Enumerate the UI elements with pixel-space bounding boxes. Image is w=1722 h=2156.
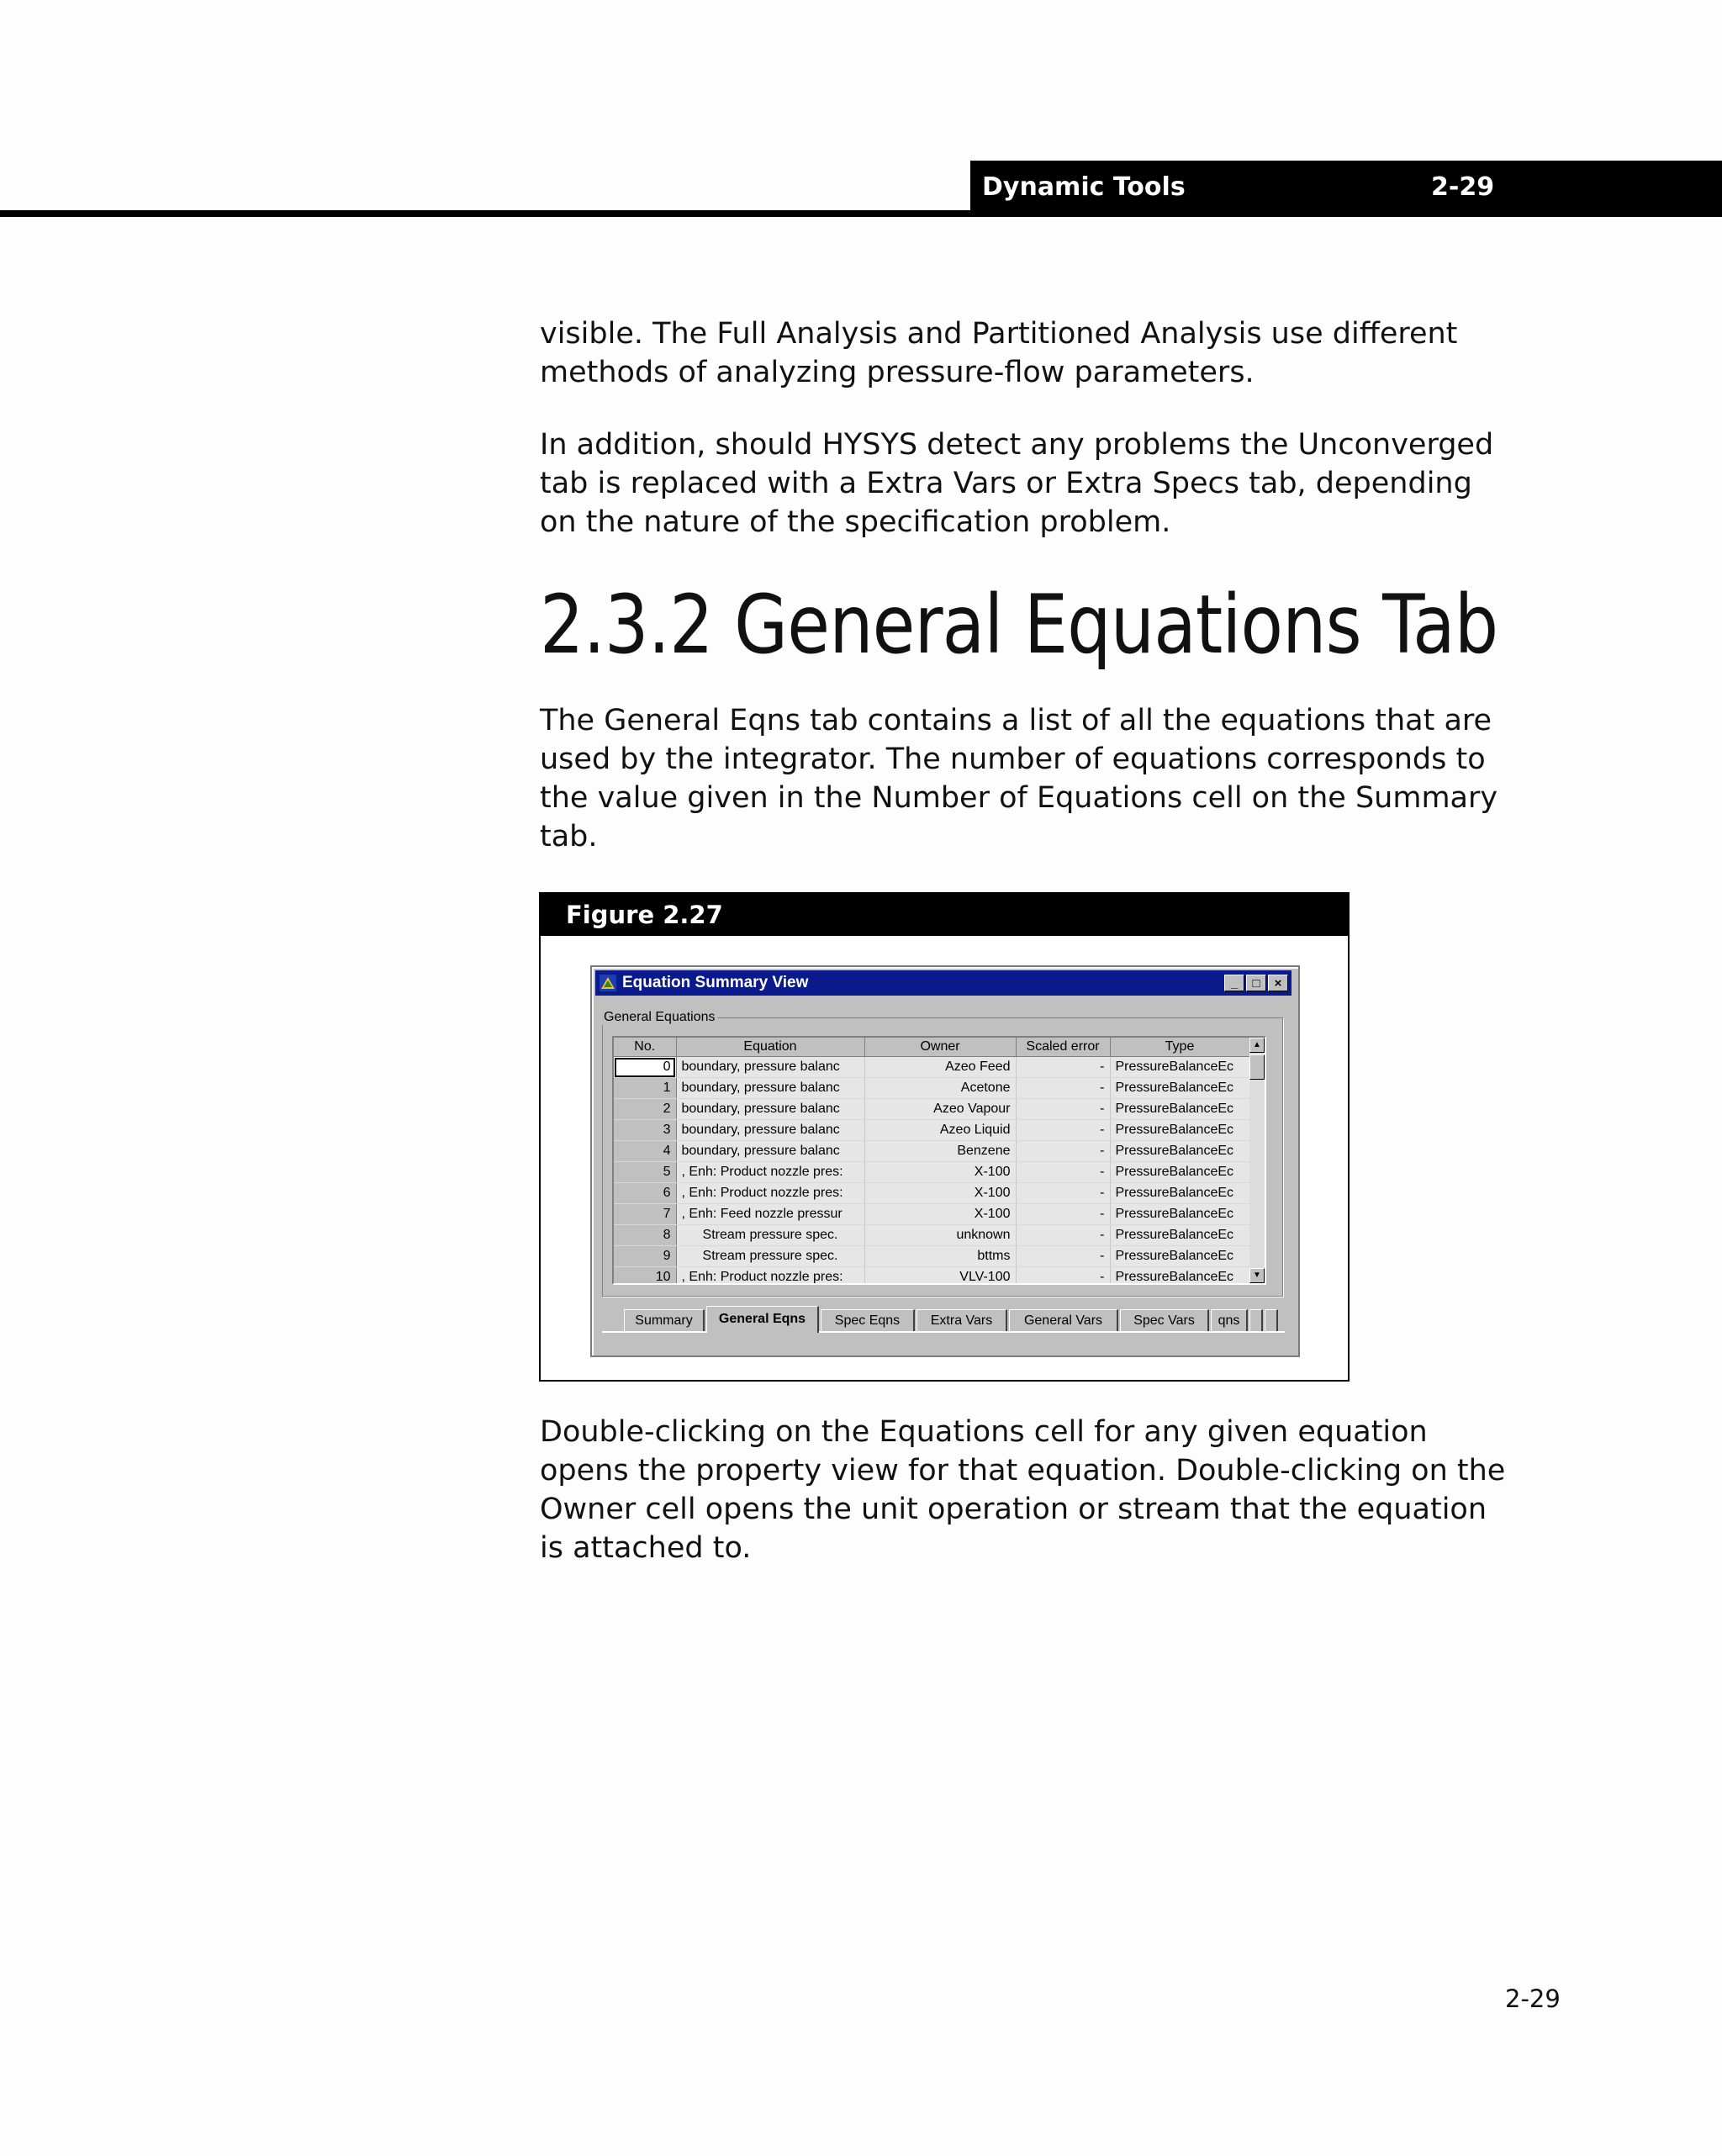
scroll-thumb[interactable]: [1249, 1054, 1265, 1080]
tab-extra-vars[interactable]: Extra Vars: [916, 1309, 1007, 1331]
type-cell[interactable]: PressureBalanceEc: [1110, 1078, 1249, 1099]
column-header-owner[interactable]: Owner: [864, 1038, 1016, 1057]
equation-cell[interactable]: , Enh: Product nozzle pres:: [676, 1162, 864, 1183]
equation-cell[interactable]: boundary, pressure balanc: [676, 1057, 864, 1078]
table-row[interactable]: [614, 1078, 1249, 1099]
scaled-error-cell[interactable]: -: [1016, 1267, 1110, 1286]
scaled-error-cell[interactable]: -: [1016, 1057, 1110, 1078]
type-cell[interactable]: PressureBalanceEc: [1110, 1099, 1249, 1120]
owner-cell[interactable]: X-100: [864, 1204, 1016, 1225]
scroll-up-icon[interactable]: ▲: [1249, 1038, 1265, 1053]
type-cell[interactable]: PressureBalanceEc: [1110, 1120, 1249, 1141]
owner-cell[interactable]: Azeo Feed: [864, 1057, 1016, 1078]
owner-cell[interactable]: X-100: [864, 1183, 1016, 1204]
table-row[interactable]: [614, 1225, 1249, 1246]
type-cell[interactable]: PressureBalanceEc: [1110, 1267, 1249, 1286]
column-header-no[interactable]: No.: [614, 1038, 676, 1057]
tab-general-eqns[interactable]: General Eqns: [706, 1306, 819, 1333]
tab-truncated[interactable]: qns: [1211, 1309, 1248, 1331]
figure-caption-label: Figure 2.27: [566, 901, 723, 929]
tab-overflow-right[interactable]: [1265, 1309, 1278, 1331]
figure-caption: [541, 894, 1348, 936]
equation-cell[interactable]: boundary, pressure balanc: [676, 1078, 864, 1099]
equation-cell[interactable]: Stream pressure spec.: [676, 1246, 864, 1267]
row-number-cell[interactable]: 3: [614, 1120, 676, 1141]
row-number-cell[interactable]: 8: [614, 1225, 676, 1246]
tab-spec-eqns[interactable]: Spec Eqns: [821, 1309, 915, 1331]
equation-cell[interactable]: , Enh: Product nozzle pres:: [676, 1267, 864, 1286]
type-cell[interactable]: PressureBalanceEc: [1110, 1141, 1249, 1162]
row-number-cell[interactable]: 6: [614, 1183, 676, 1204]
row-number-cell[interactable]: 4: [614, 1141, 676, 1162]
section-heading: 2.3.2 General Equations Tab: [540, 578, 1498, 672]
paragraph-3: The General Eqns tab contains a list of all the equations that are used by the integrator. The number of equations corresponds to the value given in the Number of Equations cell on the Summary tab.: [540, 704, 1498, 853]
running-header: [970, 161, 1722, 217]
owner-cell[interactable]: X-100: [864, 1162, 1016, 1183]
row-number-cell[interactable]: 5: [614, 1162, 676, 1183]
owner-cell[interactable]: Benzene: [864, 1141, 1016, 1162]
paragraph-2: In addition, should HYSYS detect any problems the Unconverged tab is replaced with a Extra Vars or Extra Specs tab, depending on the nature of the specification problem.: [540, 428, 1494, 539]
table-row[interactable]: [614, 1057, 1249, 1078]
vertical-scrollbar[interactable]: [1249, 1038, 1265, 1283]
group-label: General Equations: [604, 1010, 716, 1024]
tab-overflow-left[interactable]: [1249, 1309, 1263, 1331]
tabstrip-line: [602, 1331, 1285, 1333]
table-row[interactable]: [614, 1162, 1249, 1183]
scaled-error-cell[interactable]: -: [1016, 1162, 1110, 1183]
scroll-down-icon[interactable]: ▼: [1249, 1268, 1265, 1283]
column-header-type[interactable]: Type: [1110, 1038, 1249, 1057]
table-row[interactable]: [614, 1120, 1249, 1141]
scaled-error-cell[interactable]: -: [1016, 1204, 1110, 1225]
owner-cell[interactable]: bttms: [864, 1246, 1016, 1267]
window-title: Equation Summary View: [622, 974, 809, 991]
tab-general-vars[interactable]: General Vars: [1009, 1309, 1118, 1331]
scaled-error-cell[interactable]: -: [1016, 1099, 1110, 1120]
scaled-error-cell[interactable]: -: [1016, 1141, 1110, 1162]
table-row[interactable]: [614, 1099, 1249, 1120]
equations-table: [614, 1038, 1250, 1285]
type-cell[interactable]: PressureBalanceEc: [1110, 1204, 1249, 1225]
column-header-equation[interactable]: Equation: [676, 1038, 864, 1057]
row-number-cell[interactable]: 7: [614, 1204, 676, 1225]
equations-grid[interactable]: [612, 1036, 1266, 1285]
row-number-cell[interactable]: 1: [614, 1078, 676, 1099]
window-titlebar[interactable]: [595, 970, 1292, 996]
minimize-button[interactable]: _: [1224, 975, 1244, 991]
app-icon: [599, 974, 617, 992]
header-section-title: Dynamic Tools: [982, 172, 1186, 202]
equation-cell[interactable]: boundary, pressure balanc: [676, 1120, 864, 1141]
owner-cell[interactable]: Azeo Liquid: [864, 1120, 1016, 1141]
footer-page-number: 2-29: [1505, 1984, 1561, 2013]
equation-cell[interactable]: boundary, pressure balanc: [676, 1141, 864, 1162]
maximize-button[interactable]: □: [1246, 975, 1266, 991]
equation-summary-window: [590, 965, 1300, 1357]
scaled-error-cell[interactable]: -: [1016, 1183, 1110, 1204]
scaled-error-cell[interactable]: -: [1016, 1078, 1110, 1099]
type-cell[interactable]: PressureBalanceEc: [1110, 1183, 1249, 1204]
table-row[interactable]: [614, 1246, 1249, 1267]
paragraph-1: visible. The Full Analysis and Partitioned Analysis use different methods of analyzing pressure-flow parameters.: [540, 317, 1458, 389]
table-row[interactable]: [614, 1183, 1249, 1204]
type-cell[interactable]: PressureBalanceEc: [1110, 1246, 1249, 1267]
owner-cell[interactable]: Azeo Vapour: [864, 1099, 1016, 1120]
owner-cell[interactable]: Acetone: [864, 1078, 1016, 1099]
owner-cell[interactable]: unknown: [864, 1225, 1016, 1246]
close-button[interactable]: ×: [1268, 975, 1288, 991]
row-number-cell[interactable]: 0: [614, 1057, 676, 1078]
paragraph-4: Double-clicking on the Equations cell for any given equation opens the property view for that equation. Double-clicking on the Owner cell opens the unit operation or stream that the equation is attached to.: [540, 1415, 1506, 1565]
scaled-error-cell[interactable]: -: [1016, 1246, 1110, 1267]
tab-summary[interactable]: Summary: [624, 1309, 705, 1331]
equation-cell[interactable]: boundary, pressure balanc: [676, 1099, 864, 1120]
table-row[interactable]: [614, 1141, 1249, 1162]
table-row[interactable]: [614, 1204, 1249, 1225]
equation-cell[interactable]: , Enh: Product nozzle pres:: [676, 1183, 864, 1204]
row-number-cell[interactable]: 9: [614, 1246, 676, 1267]
type-cell[interactable]: PressureBalanceEc: [1110, 1225, 1249, 1246]
row-number-cell[interactable]: 10: [614, 1267, 676, 1286]
row-number-cell[interactable]: 2: [614, 1099, 676, 1120]
type-cell[interactable]: PressureBalanceEc: [1110, 1162, 1249, 1183]
table-row[interactable]: [614, 1267, 1249, 1286]
scaled-error-cell[interactable]: -: [1016, 1225, 1110, 1246]
equation-cell[interactable]: , Enh: Feed nozzle pressur: [676, 1204, 864, 1225]
owner-cell[interactable]: VLV-100: [864, 1267, 1016, 1286]
column-header-scaled-error[interactable]: Scaled error: [1016, 1038, 1110, 1057]
equation-cell[interactable]: Stream pressure spec.: [676, 1225, 864, 1246]
tab-spec-vars[interactable]: Spec Vars: [1120, 1309, 1209, 1331]
scaled-error-cell[interactable]: -: [1016, 1120, 1110, 1141]
type-cell[interactable]: PressureBalanceEc: [1110, 1057, 1249, 1078]
header-page-number: 2-29: [1431, 172, 1495, 202]
